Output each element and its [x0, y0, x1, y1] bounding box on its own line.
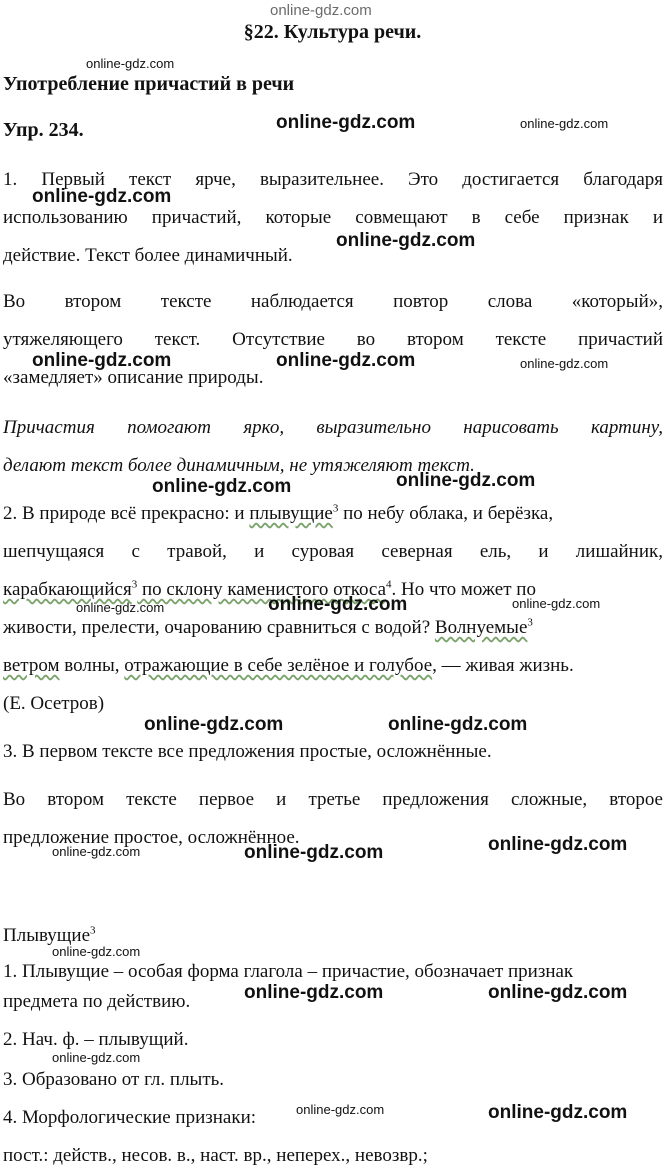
analysis-word: Плывущие$^3$	[3, 924, 96, 946]
conclusion-line1: Причастия помогают ярко, выразительно нарисовать картину,	[3, 417, 663, 438]
section-title: §22. Культура речи.	[243, 21, 422, 43]
analysis-item3: 3. Образовано от гл. плыть.	[3, 1069, 225, 1090]
watermark: online-gdz.com	[388, 714, 528, 735]
watermark: online-gdz.com	[520, 116, 609, 131]
watermark: online-gdz.com	[52, 1050, 141, 1065]
conclusion-line2: делают текст более динамичным, не утяжеляют текст.	[3, 455, 475, 476]
para3-line5: ветром волны, отражающие в себе зелёное и голубое, — живая жизнь.	[3, 655, 574, 676]
watermark: online-gdz.com	[244, 842, 384, 863]
watermark: online-gdz.com	[52, 844, 141, 859]
site-header-watermark: online-gdz.com	[270, 2, 372, 19]
analysis-item1-line2: предмета по действию.	[3, 991, 191, 1012]
analysis-item1-line1: 1. Плывущие – особая форма глагола – причастие, обозначает признак	[3, 961, 574, 982]
watermark: online-gdz.com	[32, 350, 172, 371]
participle-karabkayushchiysya: карабкающийся	[3, 579, 132, 600]
footnote-mark: 3	[527, 616, 533, 629]
para1-line2: использованию причастий, которые совмещают в себе признак и	[3, 207, 663, 228]
watermark: online-gdz.com	[86, 56, 175, 71]
watermark: online-gdz.com	[336, 230, 476, 251]
watermark: online-gdz.com	[144, 714, 284, 735]
watermark: online-gdz.com	[488, 1102, 628, 1123]
watermark: online-gdz.com	[244, 982, 384, 1003]
watermark: online-gdz.com	[268, 594, 408, 615]
para3-line3: карабкающийся$^3$ по склону каменистого откоса$^4$. Но что может по	[3, 578, 536, 600]
watermark: online-gdz.com	[276, 112, 416, 133]
watermark: online-gdz.com	[52, 944, 141, 959]
exercise-number: Упр. 234.	[3, 119, 84, 141]
watermark: online-gdz.com	[76, 600, 165, 615]
analysis-item2: 2. Нач. ф. – плывущий.	[3, 1029, 189, 1050]
para5-line2: предложение простое, осложнённое.	[3, 827, 300, 848]
watermark: online-gdz.com	[488, 834, 628, 855]
para1-line1: 1. Первый текст ярче, выразительнее. Это достигается благодаря	[3, 169, 663, 190]
analysis-item4-line2: пост.: действ., несов. в., наст. вр., неперех., невозвр.;	[3, 1145, 428, 1166]
participle-plyvushchie: плывущие	[249, 503, 333, 524]
para3-line2: шепчущаяся с травой, и суровая северная ель, и лишайник,	[3, 541, 663, 562]
para5-line1: Во втором тексте первое и третье предложения сложные, второе	[3, 789, 663, 810]
watermark: online-gdz.com	[396, 470, 536, 491]
footnote-mark: 3	[131, 578, 138, 591]
watermark: online-gdz.com	[296, 1102, 385, 1117]
watermark: online-gdz.com	[512, 596, 601, 611]
subtitle: Употребление причастий в речи	[3, 73, 295, 95]
watermark: online-gdz.com	[488, 982, 628, 1003]
participial-phrase: по склону каменистого откоса	[137, 579, 387, 600]
para3-line1: 2. В природе всё прекрасно: и плывущие$^3$ по небу облака, и берёзка,	[3, 502, 554, 524]
para2-line3: «замедляет» описание природы.	[3, 367, 264, 388]
footnote-mark: 3	[332, 502, 339, 515]
watermark: online-gdz.com	[32, 186, 172, 207]
para2-line1: Во втором тексте наблюдается повтор слова «который»,	[3, 291, 663, 312]
author: (Е. Осетров)	[3, 693, 105, 714]
participle-volnuemye: Волнуемые	[434, 617, 528, 638]
watermark: online-gdz.com	[520, 356, 609, 371]
para4-line1: 3. В первом тексте все предложения простые, осложнённые.	[3, 741, 492, 762]
watermark: online-gdz.com	[276, 350, 416, 371]
watermark: online-gdz.com	[152, 476, 292, 497]
para3-line4: живости, прелести, очарованию сравниться с водой? Волнуемые$^3$	[3, 616, 533, 638]
footnote-mark: 4	[386, 578, 392, 591]
footnote-mark: 3	[90, 924, 96, 937]
analysis-item4: 4. Морфологические признаки:	[3, 1107, 257, 1128]
para2-line2: утяжеляющего текст. Отсутствие во втором тексте причастий	[3, 329, 663, 350]
para1-line3: действие. Текст более динамичный.	[3, 245, 293, 266]
